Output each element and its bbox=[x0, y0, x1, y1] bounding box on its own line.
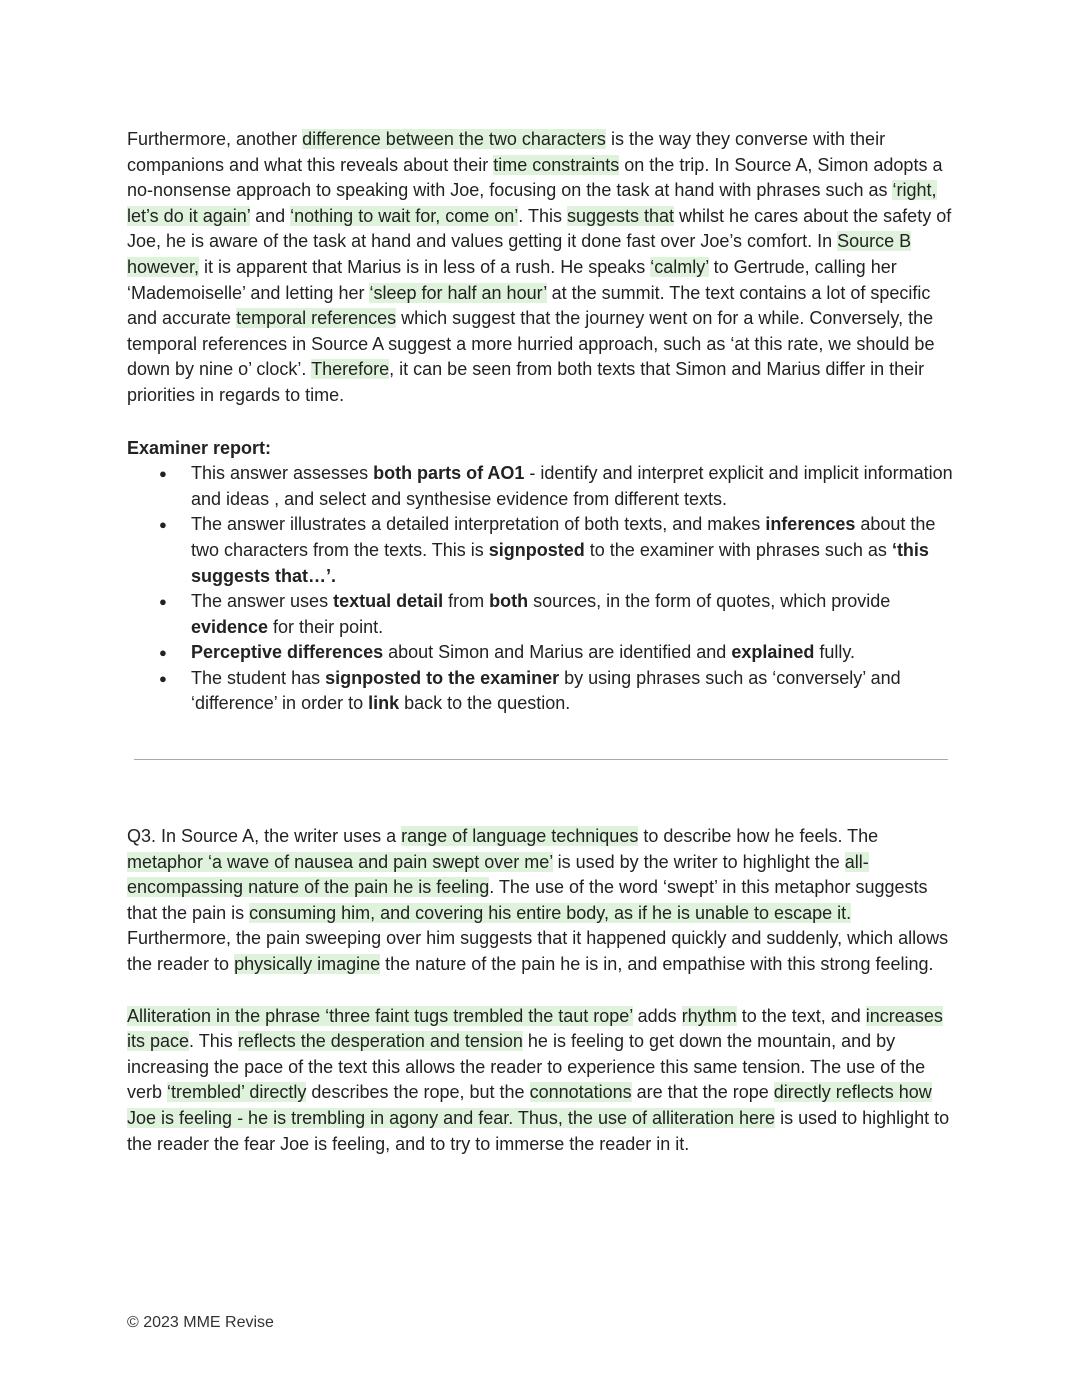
highlighted-text: Source B however, bbox=[127, 231, 912, 277]
text-run: fully. bbox=[814, 642, 856, 663]
text-run: This answer assesses bbox=[191, 463, 374, 484]
highlighted-text: difference between the two characters bbox=[302, 129, 606, 149]
text-run: at the summit. The text contains a lot of specific and accurate bbox=[127, 282, 931, 329]
text-run: and bbox=[250, 205, 291, 226]
text-run: The student has bbox=[191, 667, 326, 688]
text-run: the nature of the pain he is in, and empathise with this strong feeling. bbox=[380, 954, 934, 975]
highlighted-text: range of language techniques bbox=[401, 826, 639, 847]
document-page bbox=[127, 127, 955, 1157]
examiner-report-item bbox=[191, 640, 955, 666]
examiner-report-item bbox=[191, 461, 955, 512]
bold-text: ‘this suggests that…’. bbox=[191, 539, 929, 586]
text-run: The answer uses bbox=[191, 591, 334, 612]
highlighted-text: suggests that bbox=[566, 205, 675, 226]
highlighted-text: physically imagine bbox=[234, 954, 381, 975]
highlighted-text: time constraints bbox=[493, 154, 620, 175]
text-run: describes the rope, but the bbox=[306, 1082, 530, 1103]
bold-text: Perceptive differences bbox=[191, 642, 384, 663]
highlighted-text: Alliteration in the phrase ‘three faint tugs trembled the taut rope’ bbox=[127, 1005, 633, 1026]
bold-text: inferences bbox=[765, 514, 856, 535]
text-run: is used to highlight to the reader the fear Joe is feeling, and to try to immerse the reader in it. bbox=[127, 1108, 950, 1154]
text-run: . The use of the word ‘swept’ in this metaphor suggests that the pain is bbox=[127, 877, 928, 923]
text-run: Q3. In Source A, the writer uses a bbox=[127, 826, 402, 847]
highlighted-text: directly reflects how Joe is feeling - he is trembling in agony and fear. Thus, the use of alliteration here bbox=[127, 1082, 932, 1128]
text-run: by using phrases such as ‘conversely’ and ‘difference’ in order to bbox=[191, 667, 901, 714]
examiner-report-title: Examiner report: bbox=[127, 437, 272, 458]
highlighted-text: metaphor ‘a wave of nausea and pain swept over me’ bbox=[127, 851, 553, 872]
highlighted-text: ‘trembled’ directly bbox=[167, 1082, 307, 1103]
text-run: . This bbox=[189, 1031, 238, 1052]
text-run: about the two characters from the texts. This is bbox=[191, 514, 936, 560]
highlighted-text: ‘right, let’s do it again’ bbox=[127, 180, 937, 226]
examiner-report-item bbox=[191, 512, 955, 589]
highlighted-text: all-encompassing nature of the pain he is feeling bbox=[127, 851, 869, 898]
highlighted-text: increases its pace bbox=[127, 1005, 943, 1052]
bold-text: evidence bbox=[191, 616, 269, 637]
text-run: is the way they converse with their companions and what this reveals about their bbox=[127, 129, 886, 175]
highlighted-text: Therefore bbox=[311, 359, 390, 380]
text-run: to Gertrude, calling her ‘Mademoiselle’ and letting her bbox=[127, 256, 897, 303]
bold-text: signposted bbox=[488, 539, 585, 560]
text-run: which suggest that the journey went on for a while. Conversely, the temporal references in Source A suggest a more hurried approach, such as ‘at this rate, we should be down by nine o’ clock’. bbox=[127, 308, 935, 380]
answer-paragraph-q3-2 bbox=[127, 1004, 955, 1158]
text-run: whilst he cares about the safety of Joe, he is aware of the task at hand and values getting it done fast over Joe’s comfort. In bbox=[127, 205, 952, 252]
highlighted-text: ‘calmly’ bbox=[650, 256, 709, 277]
highlighted-text: reflects the desperation and tension bbox=[237, 1031, 523, 1052]
text-run: about Simon and Marius are identified and bbox=[383, 642, 732, 663]
examiner-report-item bbox=[191, 589, 955, 640]
text-run: to describe how he feels. The bbox=[638, 826, 879, 847]
text-run: sources, in the form of quotes, which provide bbox=[528, 591, 891, 612]
section-divider bbox=[134, 759, 948, 760]
text-run: to the examiner with phrases such as bbox=[584, 539, 892, 560]
bold-text: both bbox=[489, 591, 529, 612]
text-run: back to the question. bbox=[399, 693, 571, 714]
text-run: The answer illustrates a detailed interpretation of both texts, and makes bbox=[191, 514, 766, 535]
text-run: for their point. bbox=[268, 616, 384, 637]
examiner-report-list bbox=[127, 461, 955, 717]
text-run: is used by the writer to highlight the bbox=[552, 851, 845, 872]
highlighted-text: rhythm bbox=[681, 1005, 737, 1026]
text-run: , it can be seen from both texts that Simon and Marius differ in their priorities in regards to time. bbox=[127, 359, 925, 405]
text-run: Furthermore, the pain sweeping over him suggests that it happened quickly and suddenly, which allows the reader to bbox=[127, 928, 949, 975]
bold-text: signposted to the examiner bbox=[325, 667, 560, 688]
answer-paragraph-q3-1 bbox=[127, 824, 955, 978]
text-run: are that the rope bbox=[631, 1082, 774, 1103]
highlighted-text: temporal references bbox=[236, 308, 397, 329]
highlighted-text: connotations bbox=[529, 1082, 632, 1103]
bold-text: both parts of AO1 bbox=[373, 463, 525, 484]
bold-text: link bbox=[368, 693, 400, 714]
copyright-footer: © 2023 MME Revise bbox=[127, 1314, 274, 1331]
text-run: adds bbox=[632, 1005, 682, 1026]
highlighted-text: ‘nothing to wait for, come on’ bbox=[290, 205, 519, 226]
examiner-report-item bbox=[191, 666, 955, 717]
text-run: Furthermore, another bbox=[127, 129, 303, 149]
text-run: to the text, and bbox=[736, 1005, 866, 1026]
bold-text: explained bbox=[731, 642, 815, 663]
text-run: he is feeling to get down the mountain, and by increasing the pace of the text this allows the reader to experience this same tension. The use of the verb bbox=[127, 1031, 926, 1103]
text-run: . This bbox=[518, 205, 567, 226]
highlighted-text: ‘sleep for half an hour’ bbox=[369, 282, 547, 303]
highlighted-text: consuming him, and covering his entire body, as if he is unable to escape it. bbox=[249, 902, 852, 923]
text-run: from bbox=[443, 591, 490, 612]
answer-paragraph-q2 bbox=[127, 127, 955, 409]
text-run: - identify and interpret explicit and implicit information and ideas , and select and synthesise evidence from different texts. bbox=[191, 463, 953, 509]
bold-text: textual detail bbox=[333, 591, 444, 612]
text-run: it is apparent that Marius is in less of a rush. He speaks bbox=[199, 256, 651, 277]
text-run: on the trip. In Source A, Simon adopts a no-nonsense approach to speaking with Joe, focusing on the task at hand with phrases such as bbox=[127, 154, 943, 201]
